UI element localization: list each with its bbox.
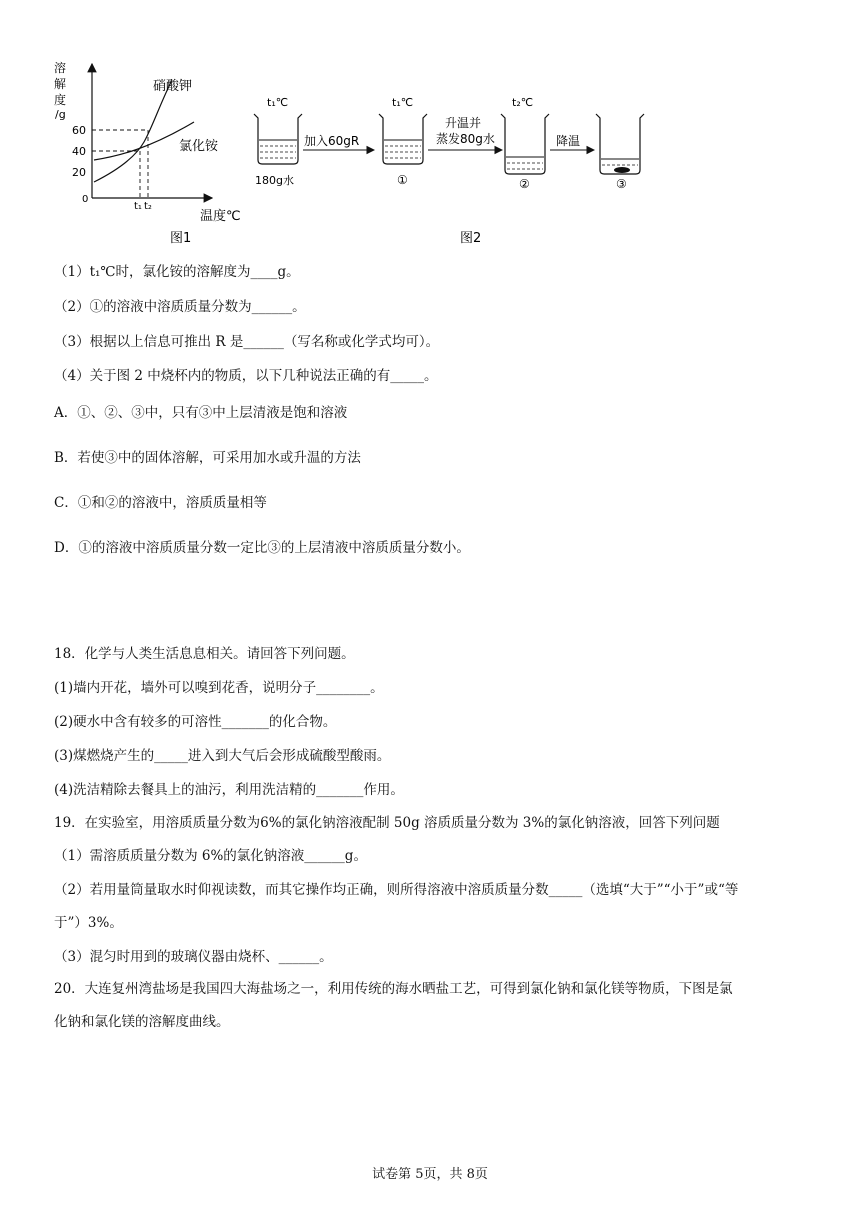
figure2-beakers (254, 96, 644, 246)
beaker-1-outline (379, 114, 427, 164)
beaker-3-label: ③ (616, 177, 627, 191)
line-q18-1: (1)墙内开花，墙外可以嗅到花香，说明分子________。 (54, 680, 384, 696)
figure1-caption: 图1 (170, 231, 192, 246)
curve-label-potassium-nitrate: 硝酸钾 (153, 79, 193, 94)
beaker-3-liquid (601, 159, 639, 173)
line-q17-1: （1）t₁℃时，氯化铵的溶解度为____g。 (54, 264, 300, 280)
line-q17-2: （2）①的溶液中溶质质量分数为______。 (54, 299, 306, 315)
beaker-0-temp: t₁℃ (267, 96, 289, 109)
y-axis-label-char-3: 度 (54, 93, 67, 107)
line-q19: 19．在实验室，用溶质质量分数为6%的氯化钠溶液配制 50g 溶质质量分数为 3%的氯化钠溶液，回答下列问题 (54, 815, 720, 831)
beaker-2-temp: t₂℃ (512, 96, 534, 109)
arrow-1-label: 加入60gR (304, 134, 360, 148)
line-q17-3: （3）根据以上信息可推出 R 是______（写名称或化学式均可）。 (54, 334, 440, 350)
figure2-caption: 图2 (460, 231, 482, 246)
y-tick-20: 20 (72, 166, 86, 179)
y-axis-label-char-2: 解 (54, 77, 67, 91)
figures-svg (40, 52, 740, 250)
line-q18-3: (3)煤燃烧产生的_____进入到大气后会形成硫酸型酸雨。 (54, 748, 391, 764)
water-label: 180g水 (255, 174, 294, 187)
figure-area (40, 52, 740, 250)
line-q17-4: （4）关于图 2 中烧杯内的物质，以下几种说法正确的有_____。 (54, 368, 438, 384)
origin-label: 0 (82, 194, 89, 205)
x-axis-label: 温度℃ (200, 209, 241, 224)
y-tick-40: 40 (72, 145, 86, 158)
line-q18: 18．化学与人类生活息息相关。请回答下列问题。 (54, 646, 355, 662)
arrow-2-label-line1: 升温并 (445, 116, 482, 130)
beaker-2-label: ② (519, 177, 530, 191)
line-q18-4: (4)洗洁精除去餐具上的油污，利用洗洁精的_______作用。 (54, 782, 404, 798)
y-axis-label-char-1: 溶 (54, 61, 67, 75)
beaker-1-label: ① (397, 173, 408, 187)
line-option-c: C．①和②的溶液中，溶质质量相等 (54, 495, 267, 511)
arrow-3-label: 降温 (556, 134, 581, 148)
beaker-2-liquid (506, 157, 544, 169)
beaker-0-liquid (259, 140, 297, 158)
beaker-2-outline (501, 114, 549, 174)
line-option-a: A．①、②、③中，只有③中上层清液是饱和溶液 (54, 405, 348, 421)
line-q20a: 20．大连复州湾盐场是我国四大海盐场之一，利用传统的海水晒盐工艺，可得到氯化钠和氯化镁等物质，下图是氯 (54, 981, 733, 997)
line-q19-2a: （2）若用量筒量取水时仰视读数，而其它操作均正确，则所得溶液中溶质质量分数_____（选填“大于”“小于”或“等 (54, 882, 739, 898)
figure1-chart (54, 60, 241, 246)
x-tick-t1: t₁ (134, 201, 142, 212)
x-tick-t2: t₂ (144, 201, 152, 212)
curve-label-ammonium-chloride: 氯化铵 (179, 139, 219, 154)
beaker-0-outline (254, 114, 302, 164)
curve-potassium-nitrate (94, 80, 172, 182)
line-q18-2: (2)硬水中含有较多的可溶性_______的化合物。 (54, 714, 337, 730)
line-q20b: 化钠和氯化镁的溶解度曲线。 (54, 1014, 230, 1030)
beaker-1-liquid (384, 140, 422, 158)
y-tick-60: 60 (72, 124, 86, 137)
line-option-d: D．①的溶液中溶质质量分数一定比③的上层清液中溶质质量分数小。 (54, 540, 470, 556)
line-q19-3: （3）混匀时用到的玻璃仪器由烧杯、______。 (54, 949, 333, 965)
y-axis-label-char-4: /g (55, 108, 66, 121)
beaker-1-temp: t₁℃ (392, 96, 414, 109)
arrow-2-label-line2: 蒸发80g水 (436, 132, 495, 146)
beaker-3-crystals (614, 167, 630, 173)
line-q19-2b: 于”）3%。 (54, 915, 123, 931)
line-option-b: B．若使③中的固体溶解，可采用加水或升温的方法 (54, 450, 361, 466)
page-footer: 试卷第 5页，共 8页 (372, 1167, 488, 1182)
line-q19-1: （1）需溶质质量分数为 6%的氯化钠溶液______g。 (54, 848, 367, 864)
